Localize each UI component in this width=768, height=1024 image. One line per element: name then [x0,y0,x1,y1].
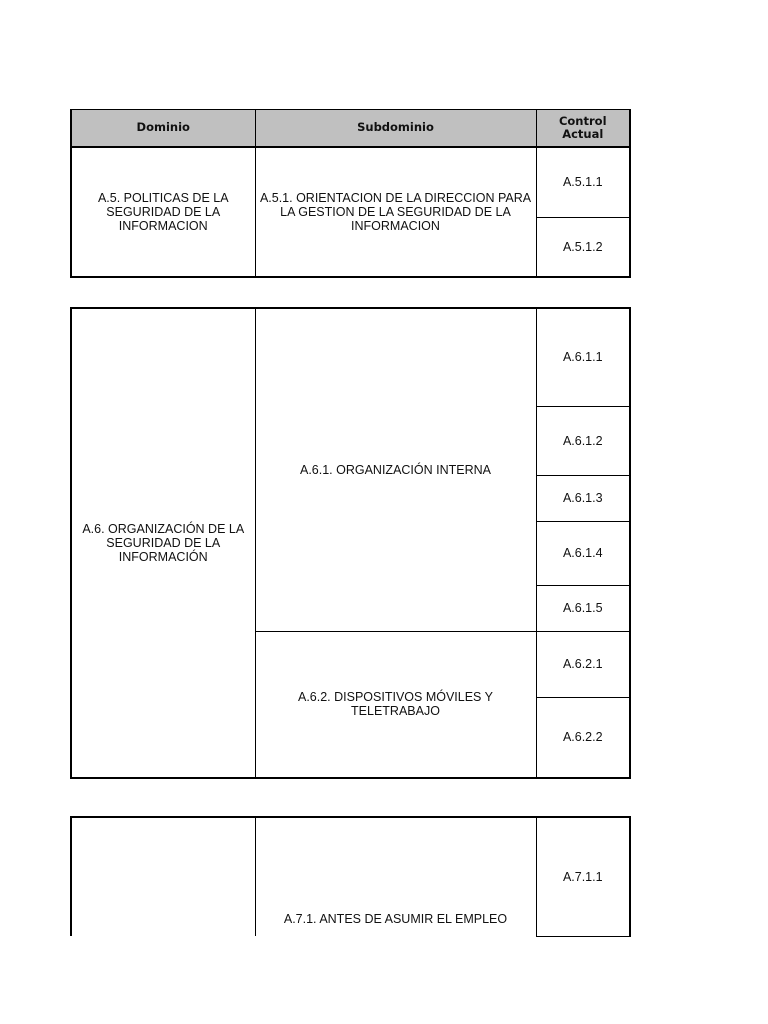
control-cell: A.6.1.4 [536,521,630,585]
table-a7 [70,816,631,937]
header-subdominio: Subdominio [255,110,536,147]
dominio-cell: A.5. POLITICAS DE LA SEGURIDAD DE LA INFORMACION [71,147,255,277]
table-a5 [70,109,631,278]
control-cell: A.6.1.1 [536,308,630,406]
header-dominio: Dominio [71,110,255,147]
subdominio-cell: A.6.1. ORGANIZACIÓN INTERNA [255,308,536,631]
control-cell: A.6.1.3 [536,475,630,521]
header-control-actual: Control Actual [536,110,630,147]
control-cell: A.6.1.2 [536,406,630,475]
dominio-cell: A.6. ORGANIZACIÓN DE LA SEGURIDAD DE LA INFORMACIÓN [71,308,255,778]
table-row [71,817,630,936]
table-a6 [70,307,631,779]
control-cell: A.5.1.1 [536,147,630,218]
header-row [71,110,630,147]
control-cell: A.7.1.1 [536,817,630,936]
dominio-cell [71,817,255,936]
control-cell: A.6.2.2 [536,697,630,778]
subdominio-cell: A.6.2. DISPOSITIVOS MÓVILES Y TELETRABAJO [255,631,536,778]
table-row [71,308,630,406]
subdominio-cell: A.5.1. ORIENTACION DE LA DIRECCION PARA LA GESTION DE LA SEGURIDAD DE LA INFORMACION [255,147,536,277]
control-cell: A.5.1.2 [536,218,630,277]
control-cell: A.6.2.1 [536,631,630,697]
table-row [71,147,630,218]
subdominio-cell: A.7.1. ANTES DE ASUMIR EL EMPLEO [255,817,536,936]
control-cell: A.6.1.5 [536,585,630,631]
